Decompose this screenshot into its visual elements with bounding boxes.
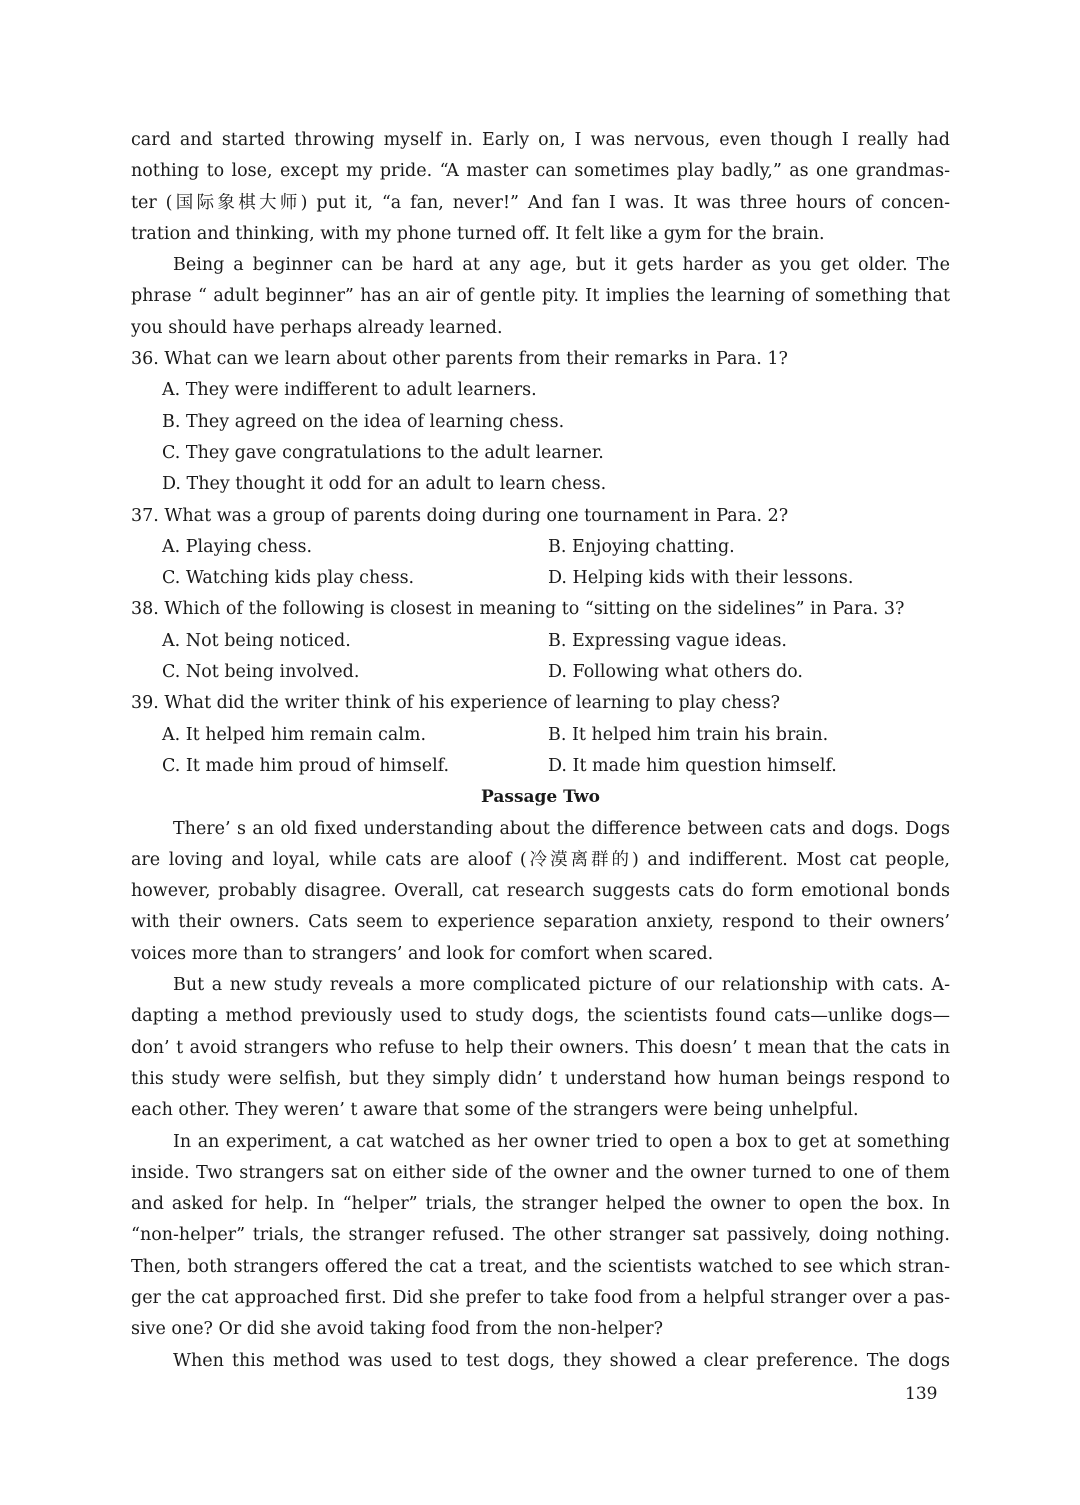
section-heading: Passage Two: [481, 787, 600, 808]
text-line: each other. They weren’ t aware that some of the strangers were being unhelpful.: [131, 1100, 859, 1121]
text-line: nothing to lose, except my pride. “A master can sometimes play badly,” as one grandmas-: [131, 161, 950, 182]
question-36: [131, 344, 950, 500]
option-row: [131, 657, 950, 688]
option-d: D. They thought it odd for an adult to learn chess.: [162, 474, 607, 495]
passage-two-paragraph: [131, 814, 950, 970]
text-line: inside. Two strangers sat on either side of the owner and the owner turned to one of them: [131, 1162, 950, 1183]
option-c: C. Not being involved.: [162, 662, 360, 683]
text-line: Then, both strangers offered the cat a treat, and the scientists watched to see which stran-: [131, 1256, 950, 1277]
page-number: 139: [905, 1384, 938, 1404]
option-b: B. They agreed on the idea of learning chess.: [162, 411, 565, 432]
text-line: you should have perhaps already learned.: [131, 317, 503, 338]
text-line: tration and thinking, with my phone turned off. It felt like a gym for the brain.: [131, 223, 825, 244]
passage-one-paragraph: [131, 250, 950, 344]
text-line: phrase “ adult beginner” has an air of gentle pity. It implies the learning of something that: [131, 286, 950, 307]
option-d: D. It made him question himself.: [548, 755, 837, 776]
option-row: [131, 532, 950, 563]
text-line: with their owners. Cats seem to experience separation anxiety, respond to their owners’: [131, 912, 950, 933]
question-stem: 37. What was a group of parents doing during one tournament in Para. 2?: [131, 505, 789, 526]
option-a: A. It helped him remain calm.: [162, 724, 427, 745]
text-line: ger the cat approached first. Did she prefer to take food from a helpful stranger over a pas-: [131, 1287, 950, 1308]
passage-two-paragraph: [131, 970, 950, 1126]
option-d: D. Helping kids with their lessons.: [548, 568, 854, 589]
option-c: C. They gave congratulations to the adult learner.: [162, 442, 604, 463]
text-line: “non-helper” trials, the stranger refused. The other stranger sat passively, doing nothing.: [131, 1225, 950, 1246]
option-row: [131, 626, 950, 657]
text-line: card and started throwing myself in. Early on, I was nervous, even though I really had: [131, 130, 950, 150]
question-stem: 39. What did the writer think of his experience of learning to play chess?: [131, 693, 780, 714]
text-line: Being a beginner can be hard at any age, but it gets harder as you get older. The: [173, 255, 950, 276]
option-b: B. Expressing vague ideas.: [548, 630, 787, 651]
question-stem: 38. Which of the following is closest in meaning to “sitting on the sidelines” in Para. 3?: [131, 599, 905, 620]
text-line: however, probably disagree. Overall, cat research suggests cats do form emotional bonds: [131, 881, 950, 902]
option-b: B. It helped him train his brain.: [548, 724, 829, 745]
option-c: C. Watching kids play chess.: [162, 568, 415, 589]
option-d: D. Following what others do.: [548, 662, 803, 683]
text-line: sive one? Or did she avoid taking food from the non-helper?: [131, 1319, 664, 1340]
text-line: But a new study reveals a more complicated picture of our relationship with cats. A-: [173, 975, 950, 996]
option-a: A. Playing chess.: [162, 536, 313, 557]
text-line: There’ s an old fixed understanding about the difference between cats and dogs. Dogs: [173, 818, 950, 839]
page-content: [131, 125, 950, 1377]
question-stem: 36. What can we learn about other parents from their remarks in Para. 1?: [131, 349, 788, 370]
option-c: C. It made him proud of himself.: [162, 755, 450, 776]
text-line: In an experiment, a cat watched as her owner tried to open a box to get at something: [173, 1131, 950, 1152]
text-line: and asked for help. In “helper” trials, the stranger helped the owner to open the box. In: [131, 1194, 950, 1215]
option-a: A. They were indifferent to adult learners.: [162, 380, 537, 401]
text-line: When this method was used to test dogs, they showed a clear preference. The dogs: [173, 1350, 950, 1371]
question-37: [131, 501, 950, 595]
option-row: [131, 751, 950, 782]
text-line: this study were selfish, but they simply didn’ t understand how human beings respond to: [131, 1068, 950, 1089]
passage-two-paragraph: [131, 1127, 950, 1346]
question-38: [131, 594, 950, 688]
text-line: dapting a method previously used to study dogs, the scientists found cats—unlike dogs—: [131, 1006, 950, 1027]
text-line: don’ t avoid strangers who refuse to help their owners. This doesn’ t mean that the cats in: [131, 1037, 950, 1058]
option-row: [131, 563, 950, 594]
passage-one-paragraph: [131, 125, 950, 250]
passage-two-paragraph: [131, 1346, 950, 1377]
text-line: are loving and loyal, while cats are aloof (冷漠离群的) and indifferent. Most cat people,: [131, 849, 950, 870]
text-line: voices more than to strangers’ and look for comfort when scared.: [131, 943, 714, 964]
option-b: B. Enjoying chatting.: [548, 536, 735, 557]
text-line: ter (国际象棋大师) put it, “a fan, never!” And fan I was. It was three hours of concen-: [131, 192, 950, 213]
option-a: A. Not being noticed.: [162, 630, 351, 651]
option-row: [131, 720, 950, 751]
question-39: [131, 688, 950, 782]
